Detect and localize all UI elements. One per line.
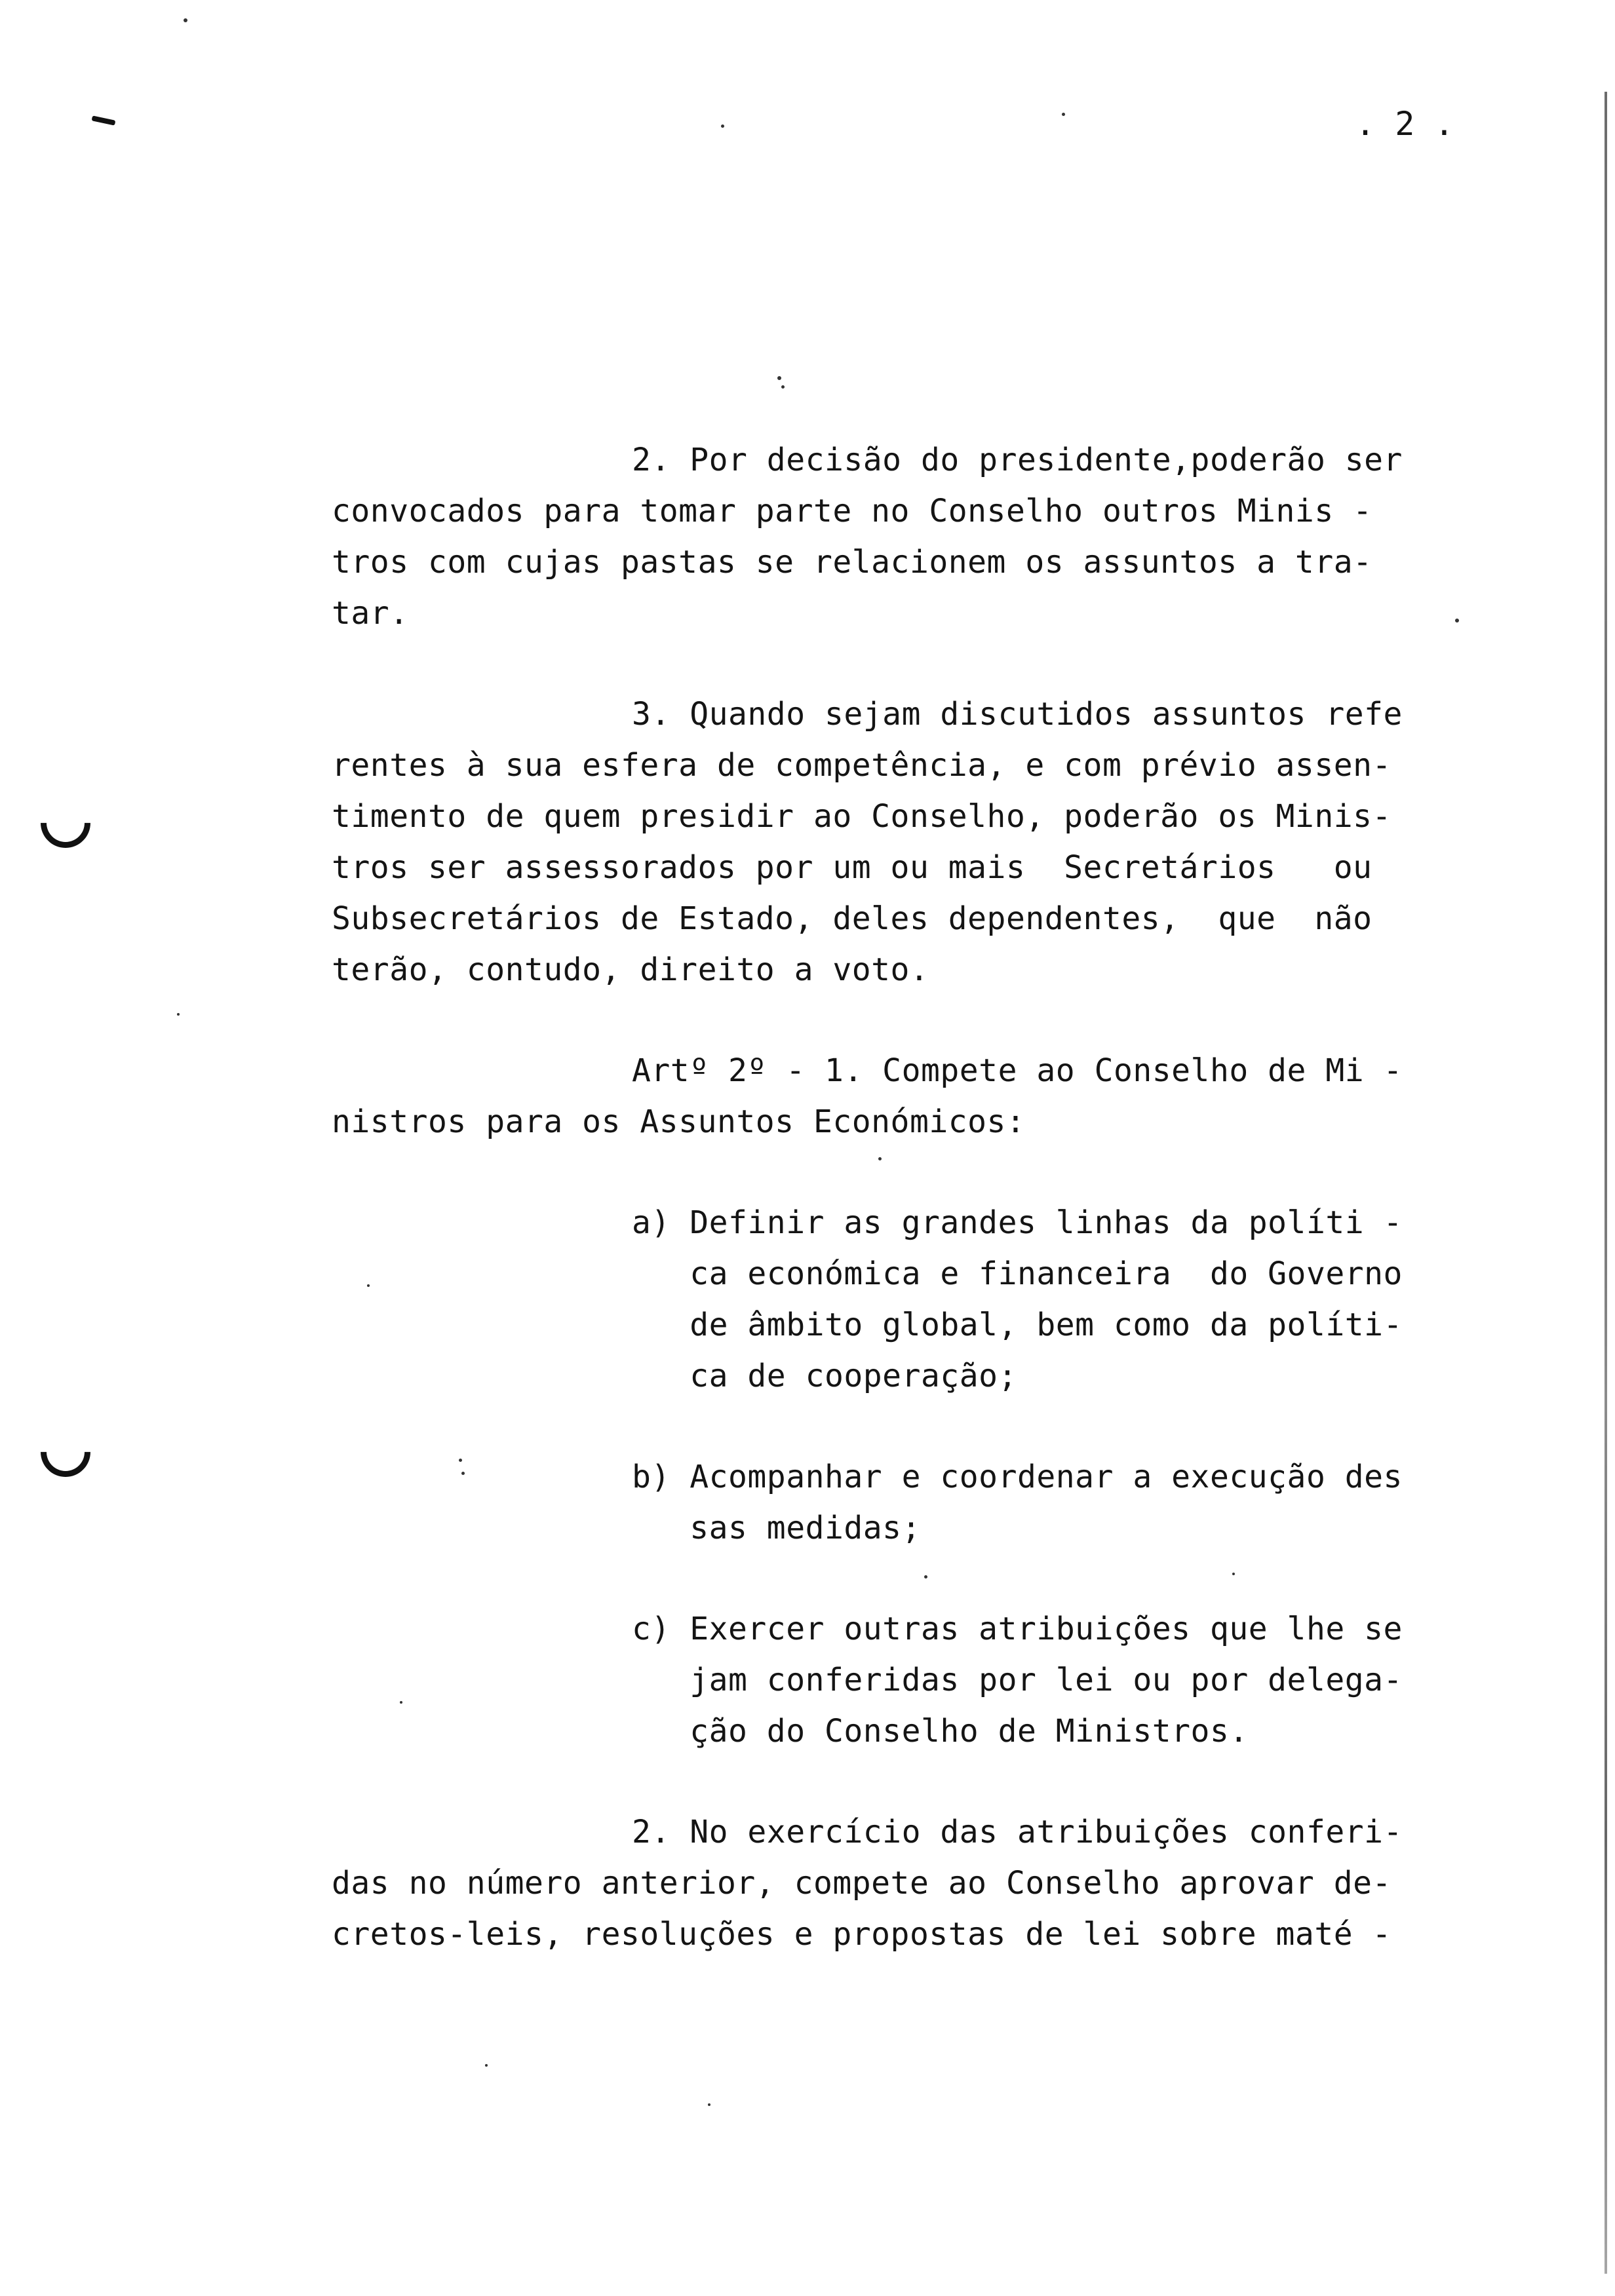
text-line: rentes à sua esfera de competência, e com prévio assen-: [332, 747, 1391, 784]
punch-hole-shadow: [30, 788, 100, 858]
scan-speck: [1455, 619, 1459, 622]
text-line: terão, contudo, direito a voto.: [332, 951, 929, 988]
text-line: tar.: [332, 595, 409, 632]
scan-speck: [177, 1013, 180, 1016]
text-line: 3. Quando sejam discutidos assuntos refe: [632, 696, 1403, 733]
scan-speck: [708, 2103, 710, 2106]
text-line: Subsecretários de Estado, deles dependentes, que não: [332, 900, 1372, 937]
text-line: 2. No exercício das atribuições conferi-: [632, 1814, 1403, 1850]
text-line: tros ser assessorados por um ou mais Secretários ou: [332, 849, 1372, 886]
binder-edge: [1605, 92, 1607, 2274]
scan-speck: [924, 1575, 927, 1578]
text-line: das no número anterior, compete ao Conselho aprovar de-: [332, 1865, 1391, 1902]
list-item-b: b) Acompanhar e coordenar a execução des: [632, 1459, 1403, 1495]
stray-ink-mark: [92, 115, 116, 125]
list-item-a: a) Definir as grandes linhas da políti -: [632, 1204, 1403, 1241]
text-line: ca de cooperação;: [632, 1358, 1017, 1394]
scan-speck: [1232, 1573, 1235, 1575]
text-line: cretos-leis, resoluções e propostas de lei sobre maté -: [332, 1916, 1391, 1953]
text-line: jam conferidas por lei ou por delega-: [632, 1662, 1403, 1698]
text-line: de âmbito global, bem como da políti-: [632, 1307, 1403, 1343]
scan-speck: [878, 1157, 882, 1160]
scan-speck: [777, 376, 781, 380]
scan-speck: [400, 1701, 402, 1704]
article-heading: Artº 2º - 1. Compete ao Conselho de Mi -: [632, 1052, 1403, 1089]
scan-speck: [1062, 113, 1065, 116]
list-item-c: c) Exercer outras atribuições que lhe se: [632, 1611, 1403, 1647]
punch-hole-shadow: [30, 1417, 100, 1487]
text-line: ção do Conselho de Ministros.: [632, 1713, 1249, 1750]
text-line: ca económica e financeira do Governo: [632, 1255, 1403, 1292]
scan-speck: [721, 124, 724, 128]
page-number: . 2 .: [1355, 105, 1454, 143]
text-line: tros com cujas pastas se relacionem os assuntos a tra-: [332, 544, 1372, 581]
scan-speck: [459, 1459, 462, 1462]
scan-speck: [461, 1472, 465, 1475]
text-line: sas medidas;: [632, 1510, 921, 1546]
scan-speck: [184, 18, 187, 22]
scan-speck: [485, 2064, 488, 2067]
text-line: nistros para os Assuntos Económicos:: [332, 1103, 1026, 1140]
text-line: 2. Por decisão do presidente,poderão ser: [632, 442, 1403, 478]
text-line: convocados para tomar parte no Conselho outros Minis -: [332, 493, 1372, 529]
scan-speck: [367, 1284, 370, 1287]
scan-speck: [781, 385, 785, 389]
text-line: timento de quem presidir ao Conselho, poderão os Minis-: [332, 798, 1391, 835]
